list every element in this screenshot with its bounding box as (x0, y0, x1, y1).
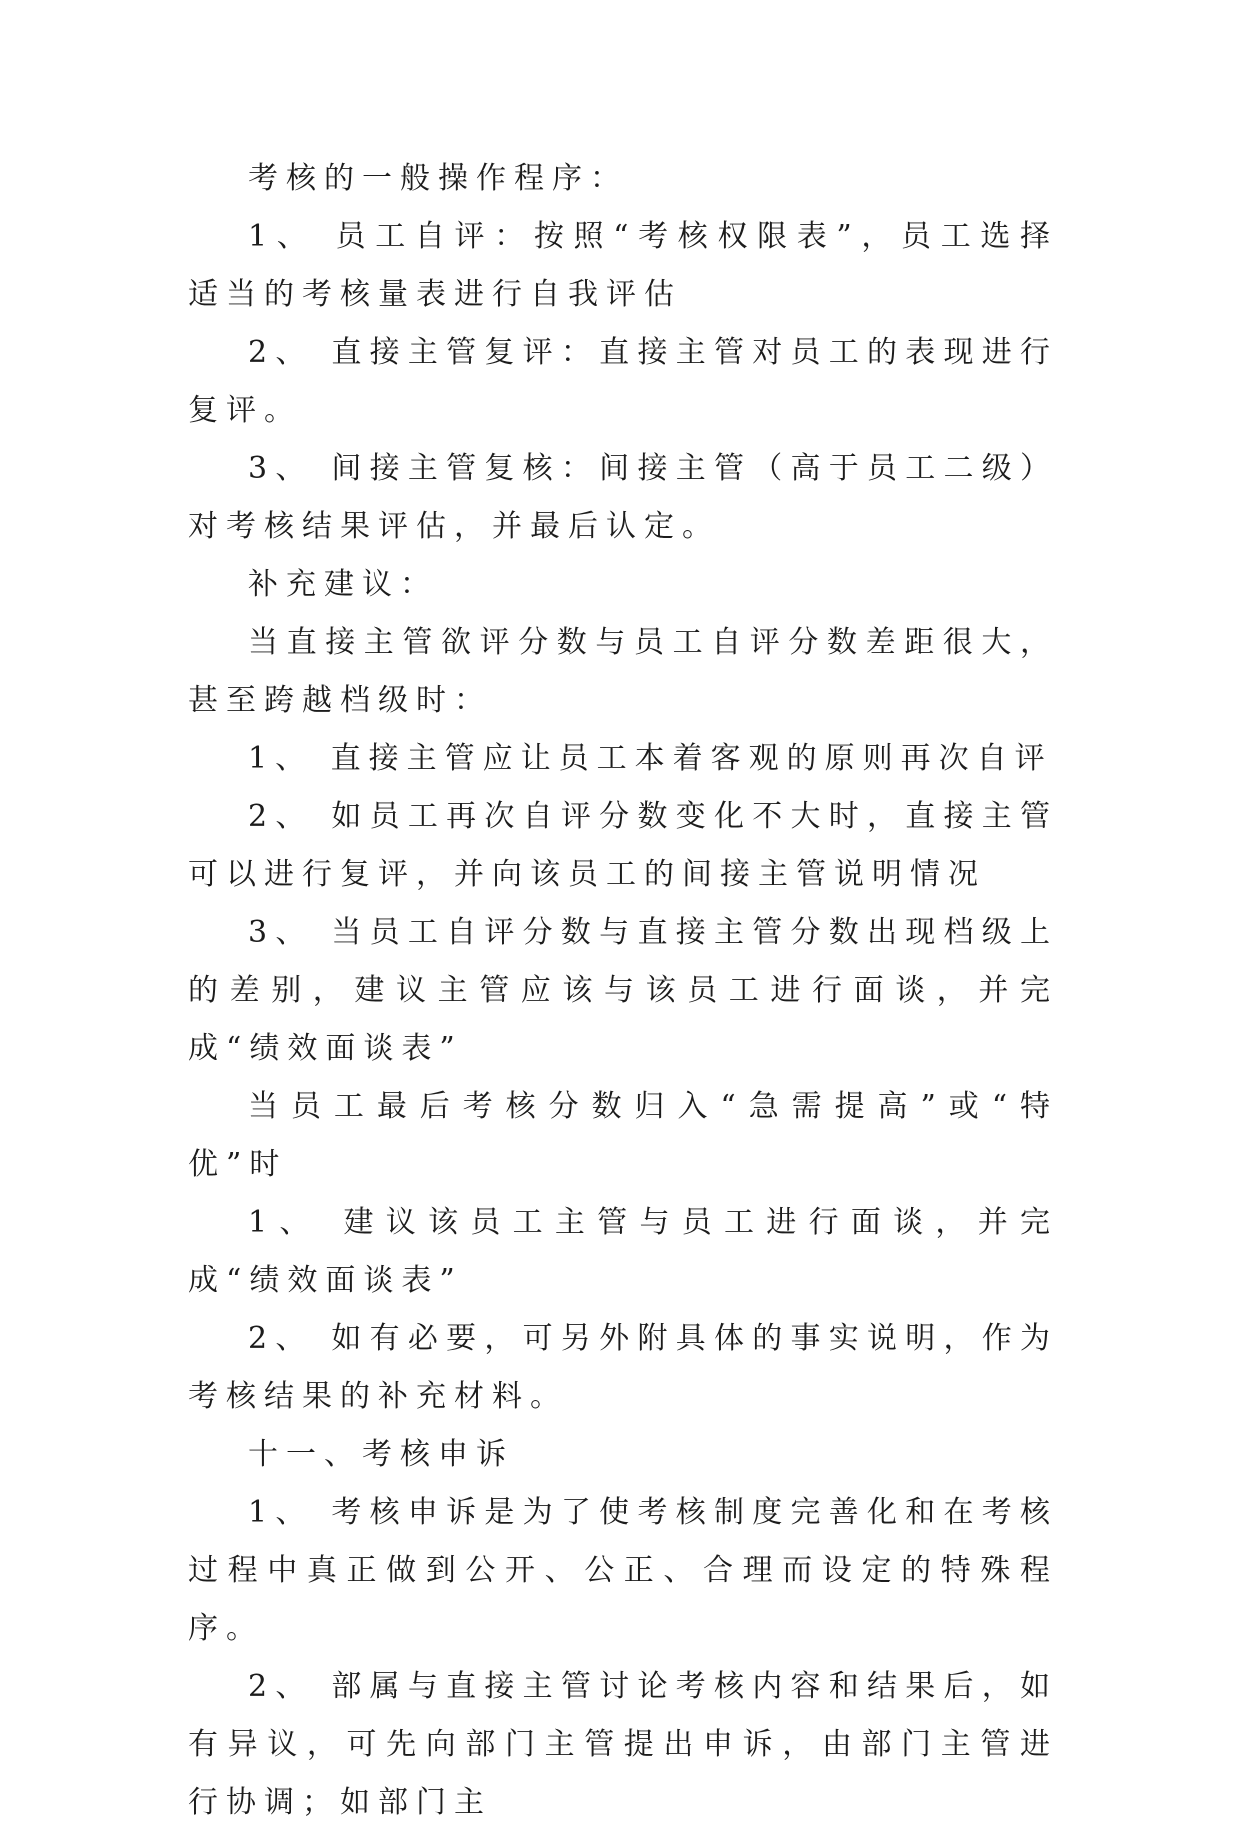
paragraph-procedure-heading: 考核的一般操作程序： (248, 161, 628, 196)
paragraph-final-score: 当员工最后考核分数归入“急需提高”或“特优”时 (188, 1089, 1058, 1182)
section-heading-appeal: 十一、考核申诉 (248, 1437, 514, 1472)
paragraph-direct-review: 2、 直接主管复评：直接主管对员工的表现进行复评。 (188, 335, 1058, 428)
paragraph-gap-item-1: 1、 直接主管应让员工本着客观的原则再次自评 (248, 741, 1053, 776)
paragraph-suggestion-heading: 补充建议： (248, 567, 438, 602)
paragraph-appeal-item-2: 2、 部属与直接主管讨论考核内容和结果后，如有异议，可先向部门主管提出申诉，由部门主管进行协调；如部门主 (188, 1669, 1058, 1820)
paragraph-final-item-1: 1、 建议该员工主管与员工进行面谈，并完成“绩效面谈表” (188, 1205, 1058, 1298)
document-body (188, 150, 1058, 1832)
paragraph-final-item-2: 2、 如有必要，可另外附具体的事实说明，作为考核结果的补充材料。 (188, 1321, 1058, 1414)
paragraph-gap-item-3: 3、 当员工自评分数与直接主管分数出现档级上的差别，建议主管应该与该员工进行面谈，并完成“绩效面谈表” (188, 915, 1058, 1066)
paragraph-indirect-review: 3、 间接主管复核：间接主管（高于员工二级）对考核结果评估，并最后认定。 (188, 451, 1058, 544)
paragraph-score-gap: 当直接主管欲评分数与员工自评分数差距很大，甚至跨越档级时： (188, 625, 1058, 718)
paragraph-gap-item-2: 2、 如员工再次自评分数变化不大时，直接主管可以进行复评，并向该员工的间接主管说明情况 (188, 799, 1058, 892)
paragraph-appeal-item-1: 1、 考核申诉是为了使考核制度完善化和在考核过程中真正做到公开、公正、合理而设定的特殊程序。 (188, 1495, 1058, 1646)
paragraph-self-review: 1、 员工自评：按照“考核权限表”，员工选择适当的考核量表进行自我评估 (188, 219, 1058, 312)
